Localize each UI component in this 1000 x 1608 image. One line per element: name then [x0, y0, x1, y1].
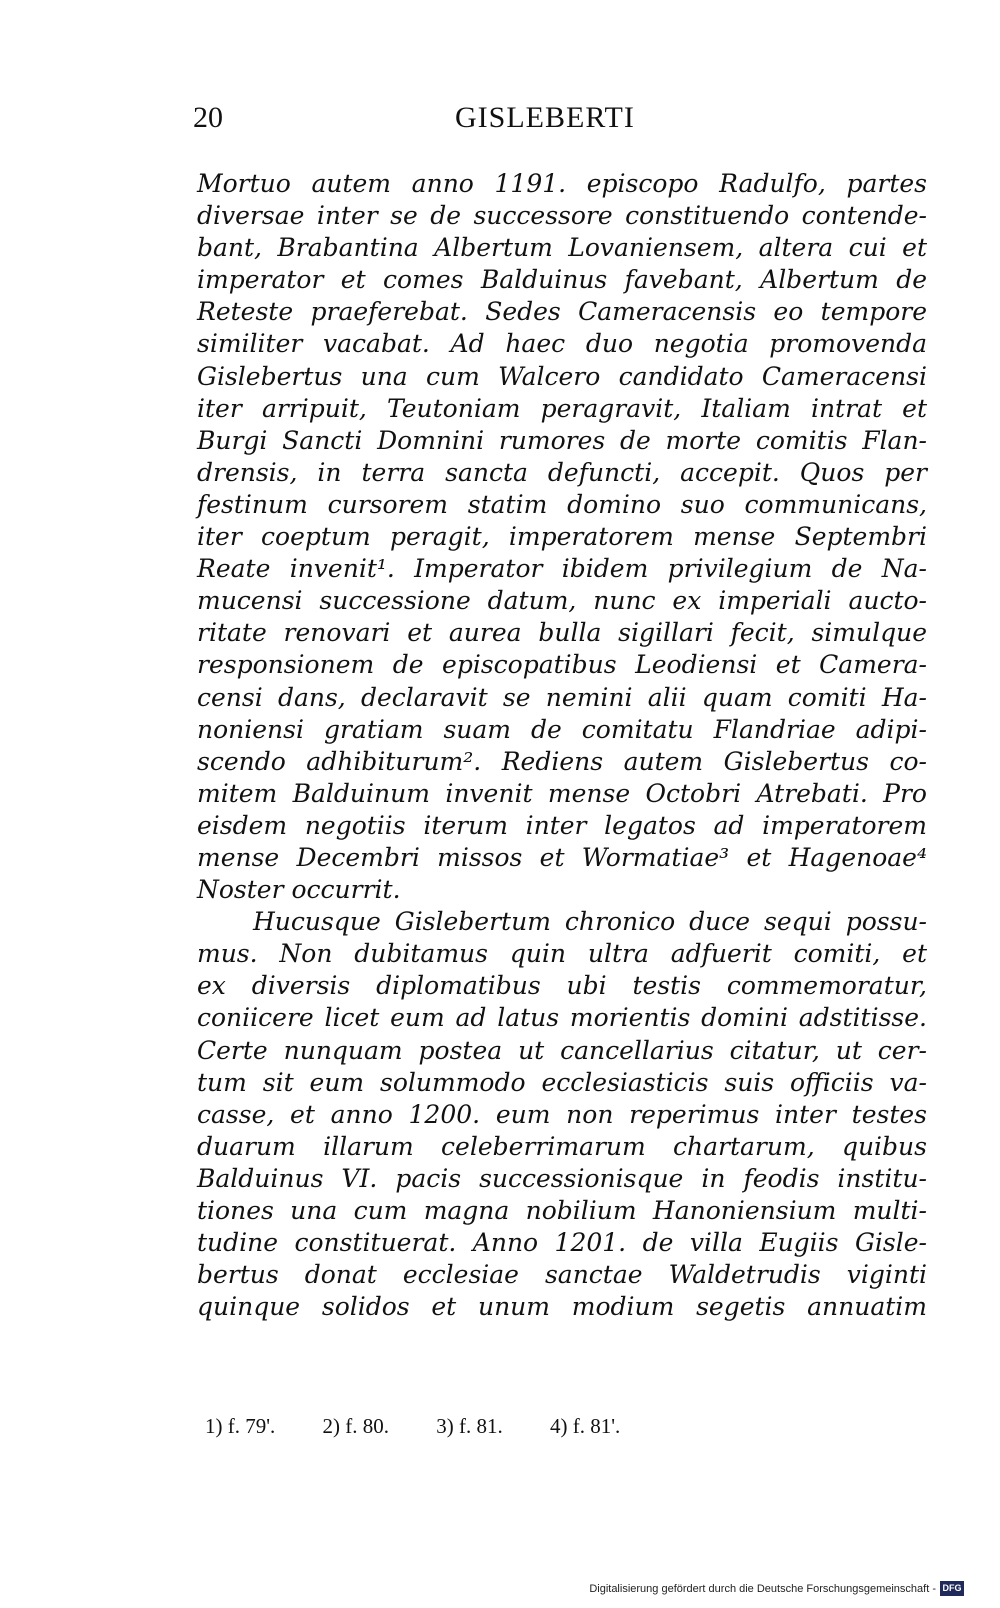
- text-line: iter coeptum peragit, imperatorem mense Septembri: [197, 522, 927, 552]
- text-line: eisdem negotiis iterum inter legatos ad imperatorem: [197, 810, 927, 840]
- text-line: Reate invenit¹. Imperator ibidem privilegium de Na-: [197, 554, 927, 584]
- text-line: similiter vacabat. Ad haec duo negotia promovenda: [197, 329, 927, 359]
- text-line: ritate renovari et aurea bulla sigillari fecit, simulque: [197, 618, 927, 648]
- text-line: responsionem de episcopatibus Leodiensi et Camera-: [197, 650, 927, 680]
- text-line: noniensi gratiam suam de comitatu Flandriae adipi-: [197, 714, 927, 744]
- text-line: Noster occurrit.: [197, 875, 401, 905]
- text-line: tiones una cum magna nobilium Hanoniensium multi-: [197, 1196, 927, 1225]
- text-line: drensis, in terra sancta defuncti, accepit. Quos per: [197, 457, 927, 487]
- text-line: duarum illarum celeberrimarum chartarum, quibus: [197, 1131, 927, 1161]
- text-line: quinque solidos et unum modium segetis annuatim: [197, 1292, 927, 1322]
- text-line: Burgi Sancti Domnini rumores de morte comitis Flan-: [197, 425, 927, 455]
- footnote: 1) f. 79'.: [205, 1414, 276, 1438]
- text-line: Reteste praeferebat. Sedes Cameracensis eo tempore: [197, 297, 927, 327]
- text-line: bertus donat ecclesiae sanctae Waldetrudis viginti: [197, 1260, 927, 1290]
- text-line: casse, et anno 1200. eum non reperimus inter testes: [197, 1099, 927, 1129]
- text-line: imperator et comes Balduinus favebant, Albertum de: [197, 265, 927, 295]
- text-line: Mortuo autem anno 1191. episcopo Radulfo, partes: [197, 169, 927, 198]
- text-line: mucensi successione datum, nunc ex imperiali aucto-: [197, 586, 927, 616]
- text-line: ex diversis diplomatibus ubi testis commemoratur,: [197, 971, 927, 1001]
- text-line: mus. Non dubitamus quin ultra adfuerit comiti, et: [197, 939, 927, 969]
- text-line: Hucusque Gislebertum chronico duce sequi possu-: [253, 907, 927, 937]
- footnote: 2) f. 80.: [322, 1414, 390, 1438]
- body-text: [197, 168, 927, 1323]
- text-line: diversae inter se de successore constituendo contende-: [197, 201, 927, 231]
- digitization-credit: Digitalisierung gefördert durch die Deutsche Forschungsgemeinschaft -: [589, 1583, 936, 1595]
- text-line: Gislebertus una cum Walcero candidato Cameracensi: [197, 361, 927, 391]
- text-line: Balduinus VI. pacis successionisque in feodis institu-: [197, 1163, 927, 1193]
- text-line: coniicere licet eum ad latus morientis domini adstitisse.: [197, 1003, 927, 1033]
- footnote: 4) f. 81'.: [550, 1414, 621, 1438]
- text-line: scendo adhibiturum². Rediens autem Gislebertus co-: [197, 746, 927, 776]
- text-line: festinum cursorem statim domino suo communicans,: [197, 489, 927, 519]
- text-line: tudine constituerat. Anno 1201. de villa Eugiis Gisle-: [197, 1228, 927, 1258]
- running-head: GISLEBERTI: [455, 101, 635, 134]
- text-line: mitem Balduinum invenit mense Octobri Atrebati. Pro: [197, 778, 927, 808]
- page-number: 20: [193, 101, 223, 134]
- text-line: Certe nunquam postea ut cancellarius citatur, ut cer-: [197, 1035, 927, 1065]
- text-line: bant, Brabantina Albertum Lovaniensem, altera cui et: [197, 233, 927, 263]
- text-line: censi dans, declaravit se nemini alii quam comiti Ha-: [197, 682, 927, 712]
- text-line: mense Decembri missos et Wormatiae³ et Hagenoae⁴: [197, 842, 927, 872]
- text-line: iter arripuit, Teutoniam peragravit, Italiam intrat et: [197, 393, 927, 423]
- text-line: tum sit eum solummodo ecclesiasticis suis officiis va-: [197, 1067, 927, 1097]
- footnotes: [205, 1413, 662, 1439]
- footnote: 3) f. 81.: [436, 1414, 503, 1438]
- dfg-logo-icon: DFG: [940, 1581, 964, 1596]
